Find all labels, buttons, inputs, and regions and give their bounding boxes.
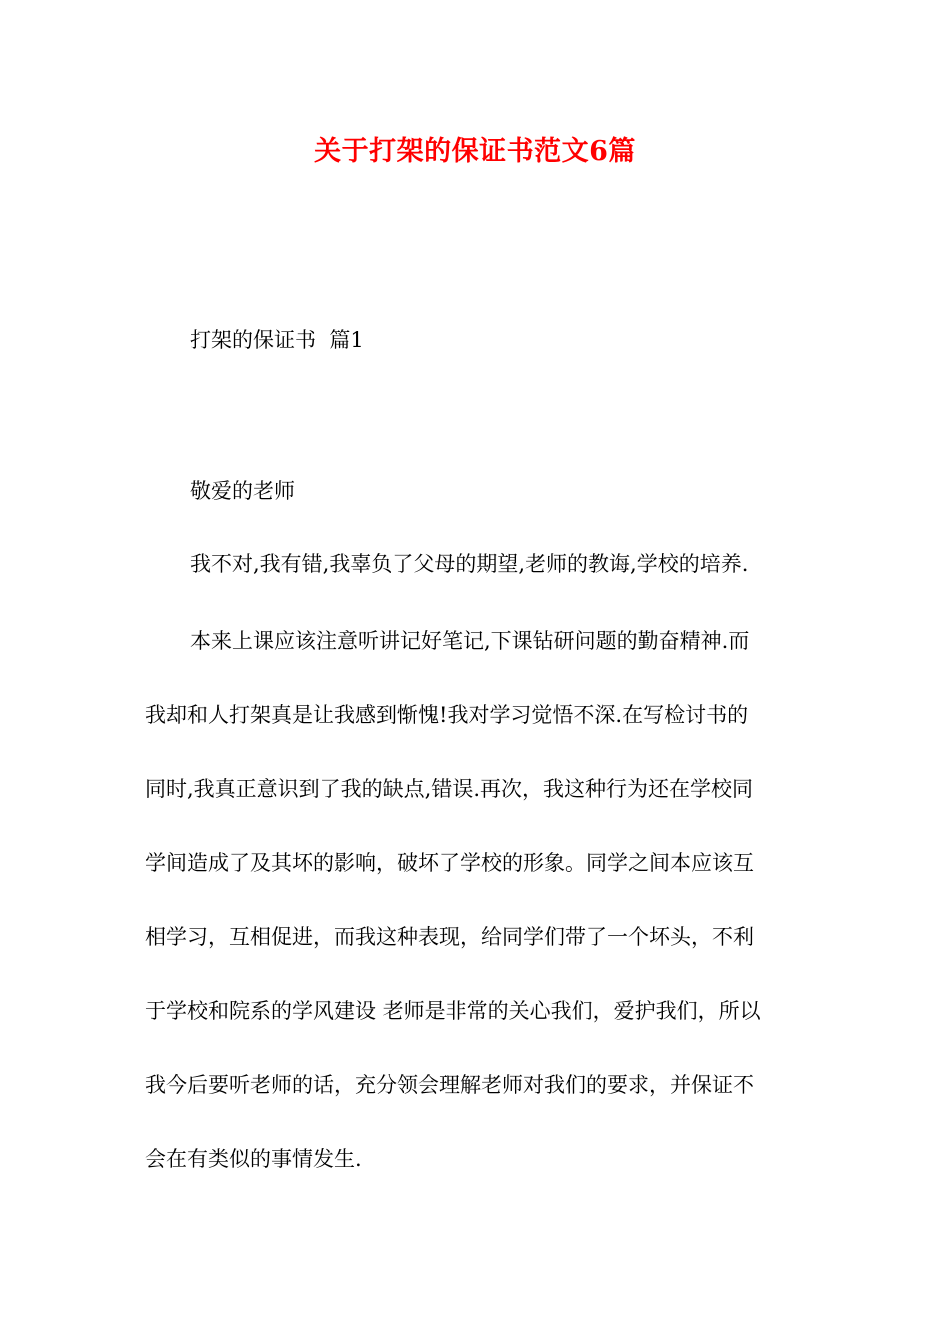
paragraph-line: 相学习，互相促进，而我这种表现，给同学们带了一个坏头，不利 xyxy=(145,925,754,949)
paragraph-line: 我今后要听老师的话，充分领会理解老师对我们的要求，并保证不 xyxy=(145,1073,754,1097)
salutation: 敬爱的老师 xyxy=(190,479,295,503)
paragraph-1: 我不对,我有错,我辜负了父母的期望,老师的教诲,学校的培养. xyxy=(190,552,749,576)
document-title: 关于打架的保证书范文6篇 xyxy=(314,136,636,167)
paragraph-line: 同时,我真正意识到了我的缺点,错误.再次，我这种行为还在学校同 xyxy=(145,777,754,801)
paragraph-line: 我却和人打架真是让我感到惭愧!我对学习觉悟不深.在写检讨书的 xyxy=(145,703,749,727)
paragraph-2 xyxy=(145,624,810,1216)
section-heading: 打架的保证书 篇1 xyxy=(190,328,364,352)
paragraph-line: 会在有类似的事情发生. xyxy=(145,1147,362,1171)
paragraph-line: 本来上课应该注意听讲记好笔记,下课钻研问题的勤奋精神.而 xyxy=(190,629,750,653)
paragraph-line: 于学校和院系的学风建设 老师是非常的关心我们，爱护我们，所以 xyxy=(145,999,761,1023)
paragraph-line: 学间造成了及其坏的影响，破坏了学校的形象。同学之间本应该互 xyxy=(145,851,754,875)
